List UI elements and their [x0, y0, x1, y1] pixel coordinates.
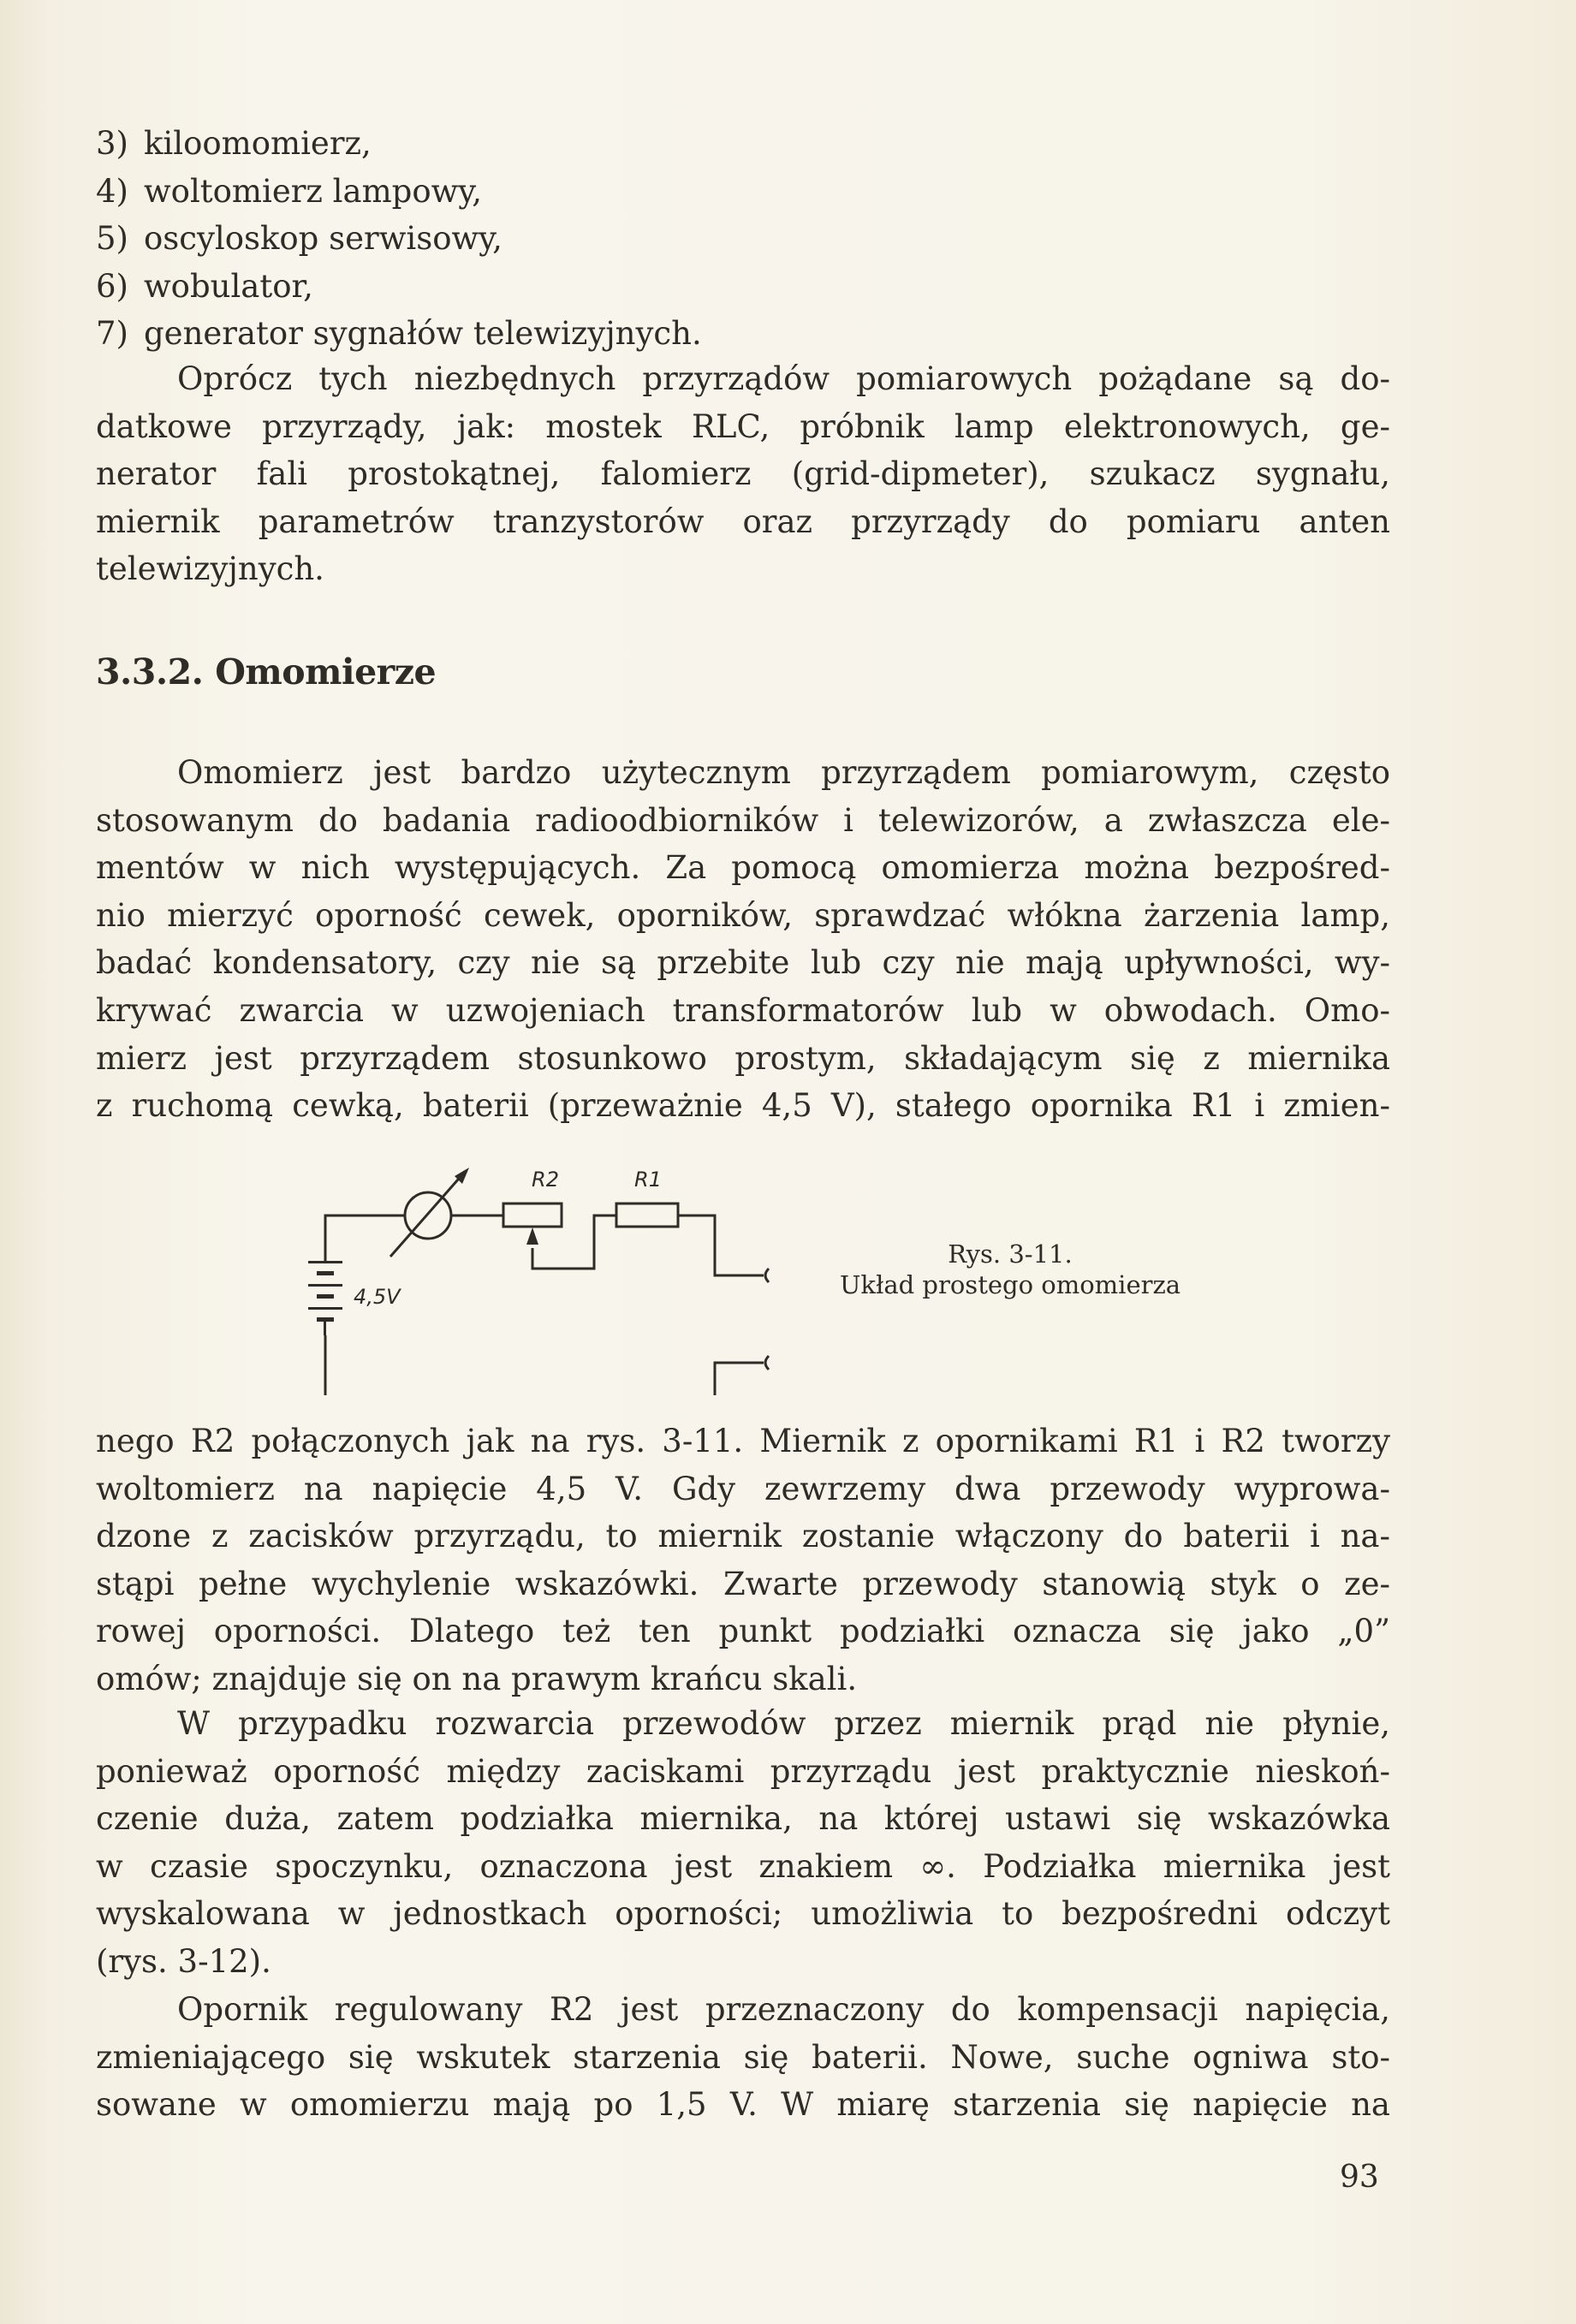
- figure-title: Układ prostego omomierza: [839, 1270, 1181, 1299]
- list-item: 7) generator sygnałów telewizyjnych.: [96, 315, 702, 353]
- section-heading: [96, 649, 436, 696]
- instrument-list: [96, 120, 1390, 358]
- label-r1: R1: [634, 1168, 662, 1192]
- list-item: 3) kiloomomierz,: [96, 125, 372, 162]
- paragraph-ohmmeter-intro: Omomierz jest bardzo użytecznym przyrządem pomiarowym, często stosowanym do badania radioodbiorników i telewizorów, a zwłaszcza ele- mentów w nich występujących. Za pomocą omomierza można bezpośred- nio mierzyć oporność cewek, oporników, sprawdzać włókna żarzenia lamp, badać kondensatory, czy nie są przebite lub czy nie mają upływności, wy- krywać zwarcia w uzwojeniach transformatorów lub w obwodach. Omo- mierz jest przyrządem stosunkowo prostym, składającym się z miernika z ruchomą cewką, baterii (przeważnie 4,5 V), stałego opornika R1 i zmien-: [96, 754, 1390, 1125]
- paragraph-circuit-explanation: nego R2 połączonych jak na rys. 3-11. Miernik z opornikami R1 i R2 tworzy woltomierz na napięcie 4,5 V. Gdy zewrzemy dwa przewody wyprowa- dzone z zacisków przyrządu, to miernik zostanie włączony do baterii i na- stąpi pełne wychylenie wskazówki. Zwarte przewody stanowią styk o ze- rowej oporności. Dlatego też ten punkt podziałki oznacza się jako „0” omów; znajduje się on na prawym krańcu skali.: [96, 1423, 1390, 1697]
- figure-number: Rys. 3-11.: [948, 1239, 1073, 1269]
- ohmmeter-circuit-diagram: [257, 1147, 779, 1395]
- resistor-r1: [616, 1204, 678, 1227]
- label-r2: R2: [532, 1168, 559, 1192]
- figure-caption: [796, 1239, 1224, 1300]
- page-number: 93: [1340, 2160, 1379, 2195]
- circuit-schematic: [257, 1147, 779, 1395]
- paragraph-additional-instruments: Oprócz tych niezbędnych przyrządów pomiarowych pożądane są do- datkowe przyrządy, jak: mostek RLC, próbnik lamp elektronowych, ge- nerator fali prostokątnej, falomierz (grid-dipmeter), szukacz sygnału, miernik parametrów tranzystorów oraz przyrządy do pomiaru anten telewizyjnych.: [96, 360, 1390, 588]
- section-number: 3.3.2.: [96, 651, 204, 692]
- section-title: Omomierze: [215, 651, 437, 692]
- list-item: 4) woltomierz lampowy,: [96, 172, 483, 210]
- battery-symbol: [308, 1261, 342, 1335]
- resistor-r2: [503, 1204, 562, 1227]
- list-item: 5) oscyloskop serwisowy,: [96, 220, 503, 258]
- label-battery-voltage: 4,5V: [354, 1285, 401, 1309]
- list-item: 6) wobulator,: [96, 267, 313, 305]
- paragraph-open-circuit: W przypadku rozwarcia przewodów przez miernik prąd nie płynie, ponieważ oporność między zaciskami przyrządu jest praktycznie nieskoń- czenie duża, zatem podziałka miernika, na której ustawi się wskazówka w czasie spoczynku, oznaczona jest znakiem ∞. Podziałka miernika jest wyskalowana w jednostkach oporności; umożliwia to bezpośredni odczyt (rys. 3-12).: [96, 1705, 1390, 1980]
- paragraph-variable-resistor: Opornik regulowany R2 jest przeznaczony do kompensacji napięcia, zmieniającego się wskutek starzenia się baterii. Nowe, suche ogniwa sto- sowane w omomierzu mają po 1,5 V. W miarę starzenia się napięcie na: [96, 1991, 1390, 2124]
